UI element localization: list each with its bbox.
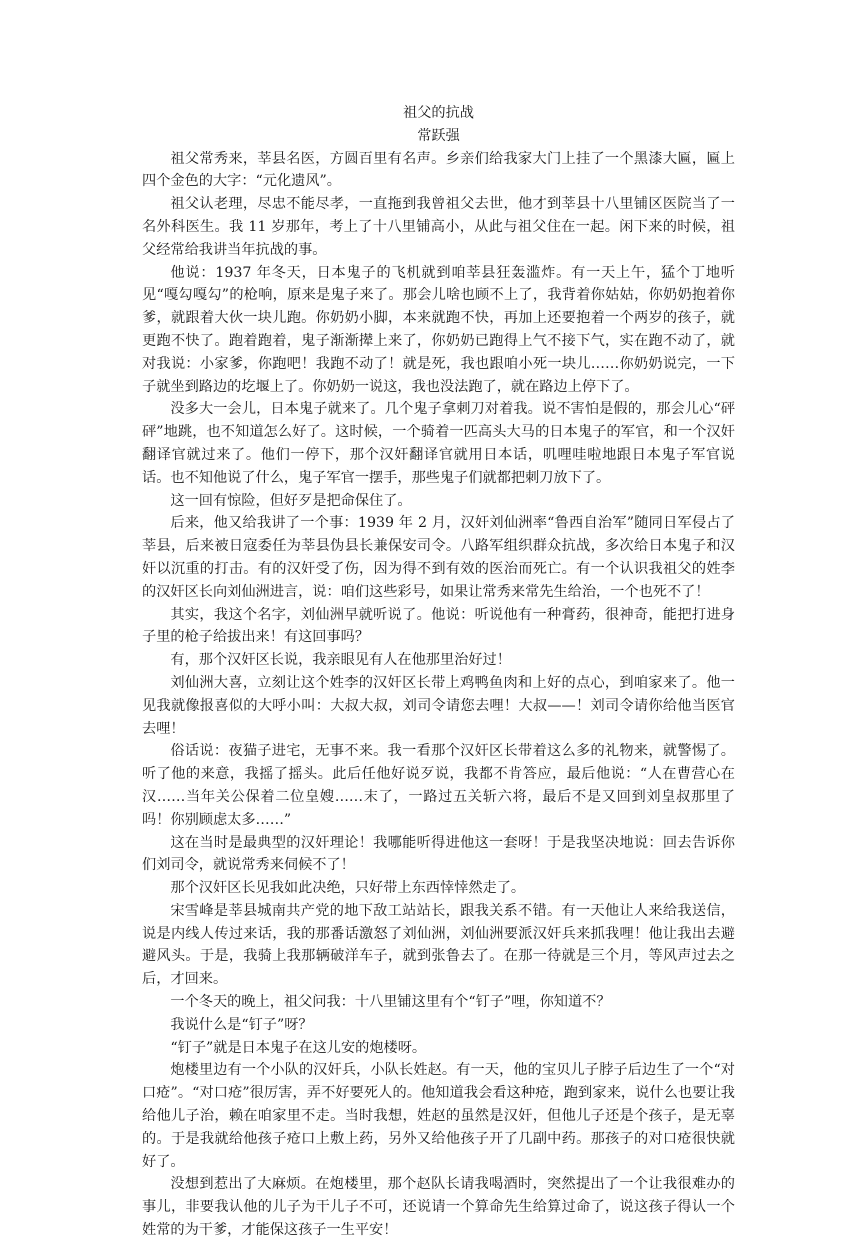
paragraph-2: 祖父认老理，尽忠不能尽孝，一直拖到我曾祖父去世，他才到莘县十八里铺区医院当了一名外科医生。我 11 岁那年，考上了十八里铺高小，从此与祖父住在一起。闲下来的时候，祖父经常给我讲当年抗战的事。 [142, 196, 735, 258]
paragraph-7: 其实，我这个名字，刘仙洲早就听说了。他说：听说他有一种膏药，很神奇，能把打进身子里的枪子给拔出来！有这回事吗？ [142, 606, 735, 646]
paragraph-15: 我说什么是“钉子”呀？ [170, 1016, 313, 1033]
paragraph-11: 这在当时是最典型的汉奸理论！我哪能听得进他这一套呀！于是我坚决地说：回去告诉你们刘司令，就说常秀来伺候不了！ [142, 834, 735, 874]
paragraph-4: 没多大一会儿，日本鬼子就来了。几个鬼子拿刺刀对着我。说不害怕是假的，那会儿心“砰砰”地跳，也不知道怎么好了。这时候，一个骑着一匹高头大马的日本鬼子的军官，和一个汉奸翻译官就过来了。他们一停下，那个汉奸翻译官就用日本话，叽哩哇啦地跟日本鬼子军官说话。也不知他说了什么，鬼子军官一摆手，那些鬼子们就都把刺刀放下了。 [142, 401, 735, 486]
article-body [142, 148, 735, 1242]
paragraph-13: 宋雪峰是莘县城南共产党的地下敌工站站长，跟我关系不错。有一天他让人来给我送信，说是内线人传过来话，我的那番话激怒了刘仙洲，刘仙洲要派汉奸兵来抓我哩！他让我出去避避风头。于是，我骑上我那辆破洋车子，就到张鲁去了。在那一待就是三个月，等风声过去之后，才回来。 [142, 902, 735, 988]
paragraph-17: 炮楼里边有一个小队的汉奸兵，小队长姓赵。有一天，他的宝贝儿子脖子后边生了一个“对口疮”。“对口疮”很厉害，弄不好要死人的。他知道我会看这种疮，跑到家来，说什么也要让我给他儿子治，赖在咱家里不走。当时我想，姓赵的虽然是汉奸，但他儿子还是个孩子，是无辜的。于是我就给他孩子疮口上敷上药，另外又给他孩子开了几副中药。那孩子的对口疮很快就好了。 [142, 1062, 735, 1170]
paragraph-18: 没想到惹出了大麻烦。在炮楼里，那个赵队长请我喝酒时，突然提出了一个让我很难办的事儿，非要我认他的儿子为干儿子不可，还说请一个算命先生给算过命了，说这孩子得认一个姓常的为干爹，才能保这孩子一生平安！ [142, 1176, 735, 1239]
article [142, 102, 735, 1242]
paragraph-8: 有，那个汉奸区长说，我亲眼见有人在他那里治好过！ [170, 652, 511, 669]
paragraph-16: “钉子”就是日本鬼子在这儿安的炮楼呀。 [170, 1039, 427, 1056]
paragraph-9: 刘仙洲大喜，立刻让这个姓李的汉奸区长带上鸡鸭鱼肉和上好的点心，到咱家来了。他一见我就像报喜似的大呼小叫：大叔大叔，刘司令请您去哩！大叔——！刘司令请你给他当医官去哩！ [142, 674, 735, 737]
article-author: 常跃强 [417, 127, 460, 144]
paragraph-10: 俗话说：夜猫子进宅，无事不来。我一看那个汉奸区长带着这么多的礼物来，就警惕了。听了他的来意，我摇了摇头。此后任他好说歹说，我都不肯答应，最后他说：“人在曹营心在汉……当年关公保着二位皇嫂……末了，一路过五关斩六将，最后不是又回到刘皇叔那里了吗！你别顾虑太多……” [142, 743, 735, 828]
paragraph-12: 那个汉奸区长见我如此决绝，只好带上东西悻悻然走了。 [170, 880, 526, 897]
paragraph-5: 这一回有惊险，但好歹是把命保住了。 [170, 492, 412, 509]
article-title: 祖父的抗战 [403, 105, 474, 121]
paragraph-6: 后来，他又给我讲了一个事：1939 年 2 月，汉奸刘仙洲率“鲁西自治军”随同日军侵占了莘县，后来被日寇委任为莘县伪县长兼保安司令。八路军组织群众抗战，多次给日本鬼子和汉奸以沉重的打击。有的汉奸受了伤，因为得不到有效的医治而死亡。有一个认识我祖父的姓李的汉奸区长向刘仙洲进言，说：咱们这些彩号，如果让常秀来常先生给治，一个也死不了！ [142, 515, 735, 600]
paragraph-3: 他说：1937 年冬天，日本鬼子的飞机就到咱莘县狂轰滥炸。有一天上午，猛个丁地听见“嘎勾嘎勾”的枪响，原来是鬼子来了。那会儿啥也顾不上了，我背着你姑姑，你奶奶抱着你爹，就跟着大伙一块儿跑。你奶奶小脚，本来就跑不快，再加上还要抱着一个两岁的孩子，就更跑不快了。跑着跑着，鬼子渐渐撵上来了，你奶奶已跑得上气不接下气，实在跑不动了，就对我说：小家爹，你跑吧！我跑不动了！就是死，我也跟咱小死一块儿……你奶奶说完，一下子就坐到路边的圪堰上了。你奶奶一说这，我也没法跑了，就在路边上停下了。 [142, 264, 735, 395]
paragraph-1: 祖父常秀来，莘县名医，方圆百里有名声。乡亲们给我家大门上挂了一个黑漆大匾，匾上四个金色的大字：“元化遗风”。 [142, 150, 735, 190]
paragraph-14: 一个冬天的晚上，祖父问我：十八里铺这里有个“钉子”哩，你知道不？ [170, 994, 611, 1011]
